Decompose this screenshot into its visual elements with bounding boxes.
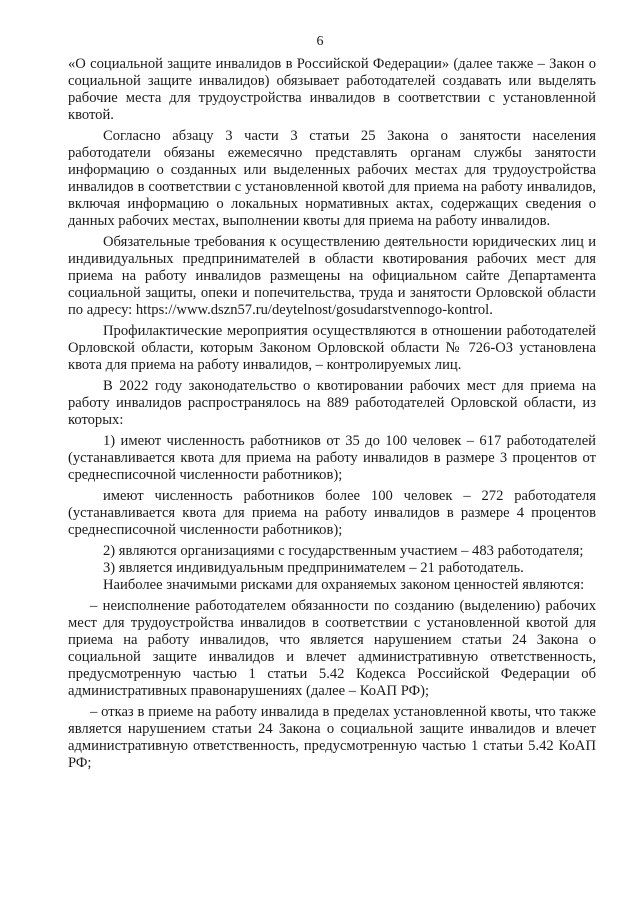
risk-item-quota-noncompliance: – неисполнение работодателем обязанности по созданию (выделению) рабочих мест для трудоустройства инвалидов в соответствии с установленной квотой для приема на работу инвалидов, что является нарушением статьи 24 Закона о социальной защите инвалидов и влечет административную ответственность, предусмотренную частью 1 статьи 5.42 Кодекса Российской Федерации об административных правонарушениях (далее – КоАП РФ); [68, 598, 596, 699]
paragraph-employer-reporting: Согласно абзацу 3 части 3 статьи 25 Закона о занятости населения работодатели обязаны ежемесячно представлять органам службы занятости информацию о созданных или выделенных рабочих местах для трудоустройства инвалидов в соответствии с установленной квотой для приема на работу инвалидов, включая информацию о локальных нормативных актах, содержащих сведения о данных рабочих местах, выполнении квоты для приема на работу инвалидов. [68, 128, 596, 229]
paragraph-quota-2022: В 2022 году законодательство о квотировании рабочих мест для приема на работу инвалидов распространялось на 889 работодателей Орловской области, из которых: [68, 378, 596, 428]
paragraph-mandatory-requirements: Обязательные требования к осуществлению деятельности юридических лиц и индивидуальных предпринимателей в области квотирования рабочих мест для приема на работу инвалидов размещены на официальном сайте Департамента социальной защиты, опеки и попечительства, труда и занятости Орловской области по адресу: https://www.dszn57.ru/deytelnost/gosudarstvennogo-kontrol. [68, 234, 596, 318]
page-number: 6 [316, 34, 324, 49]
paragraph-law-reference: «О социальной защите инвалидов в Российской Федерации» (далее также – Закон о социальной защите инвалидов) обязывает работодателей создавать или выделять рабочие места для трудоустройства инвалидов в соответствии с установленной квотой. [68, 56, 596, 123]
paragraph-significant-risks: Наиболее значимыми рисками для охраняемых законом ценностей являются: [103, 577, 585, 593]
list-item-individual-entrepreneurs: 3) является индивидуальным предпринимателем – 21 работодатель. [103, 560, 524, 576]
paragraph-preventive-measures: Профилактические мероприятия осуществляются в отношении работодателей Орловской области, которым Законом Орловской области № 726-ОЗ установлена квота для приема на работу инвалидов, – контролируемых лиц. [68, 323, 596, 373]
risk-item-hiring-refusal: – отказ в приеме на работу инвалида в пределах установленной квоты, что также является нарушением статьи 24 Закона о социальной защите инвалидов и влечет административную ответственность, предусмотренную частью 1 статьи 5.42 КоАП РФ; [68, 704, 596, 771]
list-item-state-organizations: 2) являются организациями с государственным участием – 483 работодателя; [103, 543, 584, 559]
list-item-employers-over-100: имеют численность работников более 100 человек – 272 работодателя (устанавливается квота для приема на работу инвалидов в размере 4 процентов среднесписочной численности работников); [68, 488, 596, 538]
document-body [68, 56, 596, 772]
list-item-employers-35-100: 1) имеют численность работников от 35 до 100 человек – 617 работодателей (устанавливается квота для приема на работу инвалидов в размере 3 процентов от среднесписочной численности работников); [68, 433, 596, 483]
